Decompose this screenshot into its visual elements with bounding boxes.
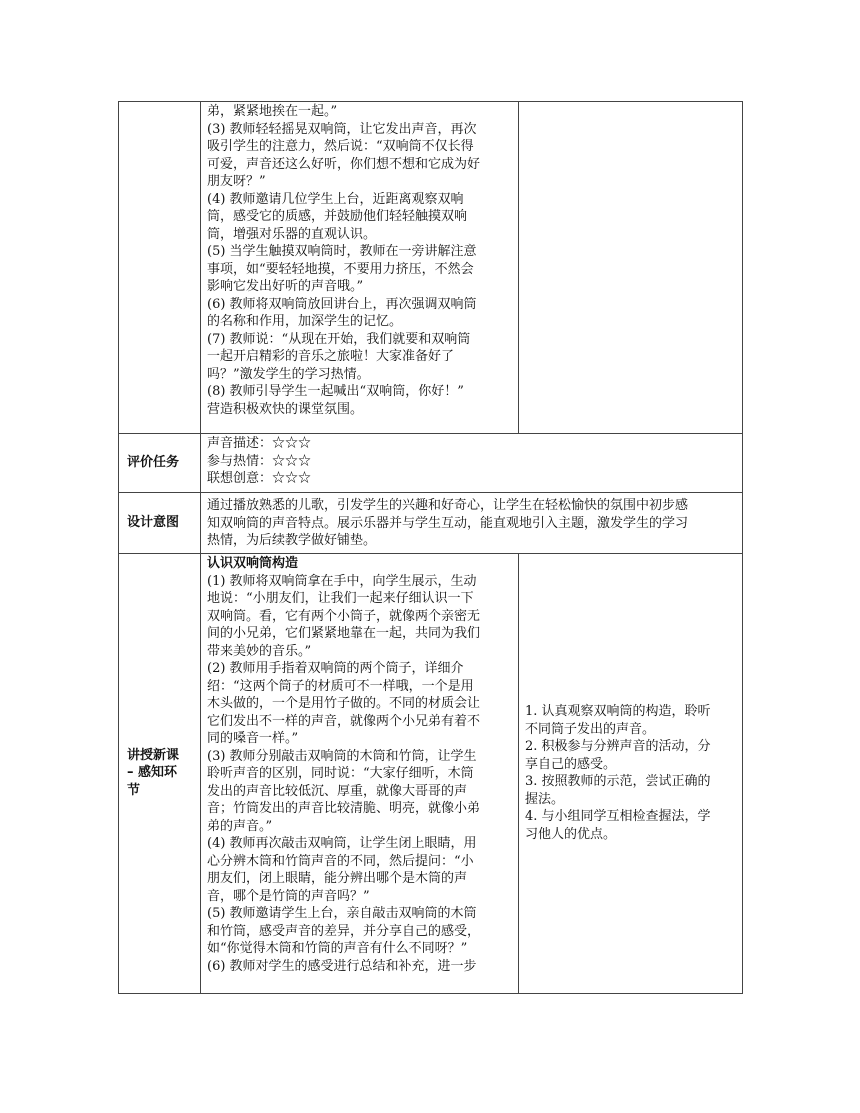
student-activity-line: 习他人的优点。 xyxy=(525,826,617,842)
intro-row xyxy=(119,102,743,434)
student-activity-line: 不同筒子发出的声音。 xyxy=(525,721,656,737)
text-line: 如“你觉得木筒和竹筒的声音有什么不同呀？” xyxy=(207,941,468,956)
intro-teacher-activities xyxy=(201,102,519,434)
text-line: 朋友们，闭上眼睛，能分辨出哪个是木筒的声 xyxy=(207,871,468,886)
text-line: (1) 教师将双响筒拿在手中，向学生展示，生动 xyxy=(207,573,477,589)
text-line: 心分辨木筒和竹筒声音的不同，然后提问：“小 xyxy=(207,853,474,869)
text-line: 同的嗓音一样。” xyxy=(207,731,299,746)
text-line: 绍：“这两个筒子的材质可不一样哦，一个是用 xyxy=(207,678,474,694)
student-activity-line: 1. 认真观察双响筒的构造，聆听 xyxy=(525,704,711,719)
text-line: 弟，紧紧地挨在一起。” xyxy=(207,104,338,119)
evaluation-row xyxy=(119,434,743,493)
teaching-label-line: – 感知环 xyxy=(127,765,178,781)
design-content xyxy=(201,493,743,554)
design-label: 设计意图 xyxy=(119,493,201,554)
text-line: 发出的声音比较低沉、厚重，就像大哥哥的声 xyxy=(207,783,468,799)
intro-row-label xyxy=(119,102,201,434)
evaluation-content xyxy=(201,434,743,493)
text-line: (3) 教师分别敲击双响筒的木筒和竹筒，让学生 xyxy=(207,748,477,764)
teaching-label xyxy=(119,554,201,994)
text-line: (6) 教师将双响筒放回讲台上，再次强调双响筒 xyxy=(207,296,477,312)
text-line: 朋友呀？” xyxy=(207,174,266,189)
text-line: 吸引学生的注意力，然后说：“双响筒不仅长得 xyxy=(207,139,474,154)
text-line: 地说：“小朋友们，让我们一起来仔细认识一下 xyxy=(207,591,474,606)
text-line: 的名称和作用，加深学生的记忆。 xyxy=(207,314,403,329)
student-activity-line: 4. 与小组同学互相检查握法，学 xyxy=(525,809,711,824)
text-line: 间的小兄弟，它们紧紧地靠在一起，共同为我们 xyxy=(207,626,481,641)
text-line: 影响它发出好听的声音哦。” xyxy=(207,279,364,294)
design-line: 热情，为后续教学做好铺垫。 xyxy=(207,533,377,548)
text-line: (5) 当学生触摸双响筒时，教师在一旁讲解注意 xyxy=(207,244,477,259)
text-line: 可爱，声音还这么好听，你们想不想和它成为好 xyxy=(207,156,481,172)
text-line: 带来美妙的音乐。” xyxy=(207,643,312,659)
text-line: 音；竹筒发出的声音比较清脆、明亮，就像小弟 xyxy=(207,801,481,816)
text-line: (5) 教师邀请学生上台，亲自敲击双响筒的木筒 xyxy=(207,906,477,921)
evaluation-label: 评价任务 xyxy=(119,434,201,493)
text-line: (4) 教师邀请几位学生上台，近距离观察双响 xyxy=(207,191,464,207)
text-line: 弟的声音。” xyxy=(207,818,273,834)
text-line: 双响筒。看，它有两个小筒子，就像两个亲密无 xyxy=(207,608,481,624)
text-line: (3) 教师轻轻摇晃双响筒，让它发出声音，再次 xyxy=(207,121,477,137)
text-line: 和竹筒，感受声音的差异，并分享自己的感受， xyxy=(207,923,481,939)
text-line: (4) 教师再次敲击双响筒，让学生闭上眼睛，用 xyxy=(207,836,477,851)
evaluation-item: 联想创意：☆☆☆ xyxy=(207,471,312,486)
text-line: 营造积极欢快的课堂氛围。 xyxy=(207,401,364,417)
text-line: 聆听声音的区别，同时说：“大家仔细听，木筒 xyxy=(207,766,474,781)
teaching-label-line: 讲授新课 xyxy=(127,747,180,763)
text-line: 吗？”激发学生的学习热情。 xyxy=(207,366,370,382)
text-line: (6) 教师对学生的感受进行总结和补充，进一步 xyxy=(207,958,477,974)
evaluation-item: 声音描述：☆☆☆ xyxy=(207,436,312,451)
text-line: 事项，如“要轻轻地摸，不要用力挤压，不然会 xyxy=(207,261,474,277)
text-line: 筒，增强对乐器的直观认识。 xyxy=(207,226,377,242)
teaching-row xyxy=(119,554,743,994)
text-line: 木头做的，一个是用竹子做的。不同的材质会让 xyxy=(207,696,481,711)
text-line: 一起开启精彩的音乐之旅啦！大家准备好了 xyxy=(207,349,455,364)
text-line: (8) 教师引导学生一起喊出“双响筒，你好！” xyxy=(207,384,464,399)
section-subheading: 认识双响筒构造 xyxy=(207,556,299,571)
text-line: (7) 教师说：“从现在开始，我们就要和双响筒 xyxy=(207,331,471,347)
student-activity-line: 握法。 xyxy=(525,791,565,807)
text-line: 它们发出不一样的声音，就像两个小兄弟有着不 xyxy=(207,713,481,729)
text-line: 音，哪个是竹筒的声音吗？” xyxy=(207,888,370,904)
teaching-student-activities xyxy=(519,554,743,994)
text-line: (2) 教师用手指着双响筒的两个筒子，详细介 xyxy=(207,661,464,676)
teaching-teacher-activities xyxy=(201,554,519,994)
design-line: 通过播放熟悉的儿歌，引发学生的兴趣和好奇心，让学生在轻松愉快的氛围中初步感 xyxy=(207,498,689,513)
student-activity-line: 2. 积极参与分辨声音的活动，分 xyxy=(525,739,711,754)
text-line: 筒，感受它的质感，并鼓励他们轻轻触摸双响 xyxy=(207,209,468,224)
student-activity-line: 3. 按照教师的示范，尝试正确的 xyxy=(525,774,711,789)
design-line: 知双响筒的声音特点。展示乐器并与学生互动，能直观地引入主题，激发学生的学习 xyxy=(207,515,689,531)
intro-student-activities xyxy=(519,102,743,434)
student-activity-line: 享自己的感受。 xyxy=(525,756,617,772)
lesson-plan-table xyxy=(118,101,743,994)
evaluation-item: 参与热情：☆☆☆ xyxy=(207,453,312,469)
teaching-label-line: 节 xyxy=(127,782,141,798)
design-row xyxy=(119,493,743,554)
